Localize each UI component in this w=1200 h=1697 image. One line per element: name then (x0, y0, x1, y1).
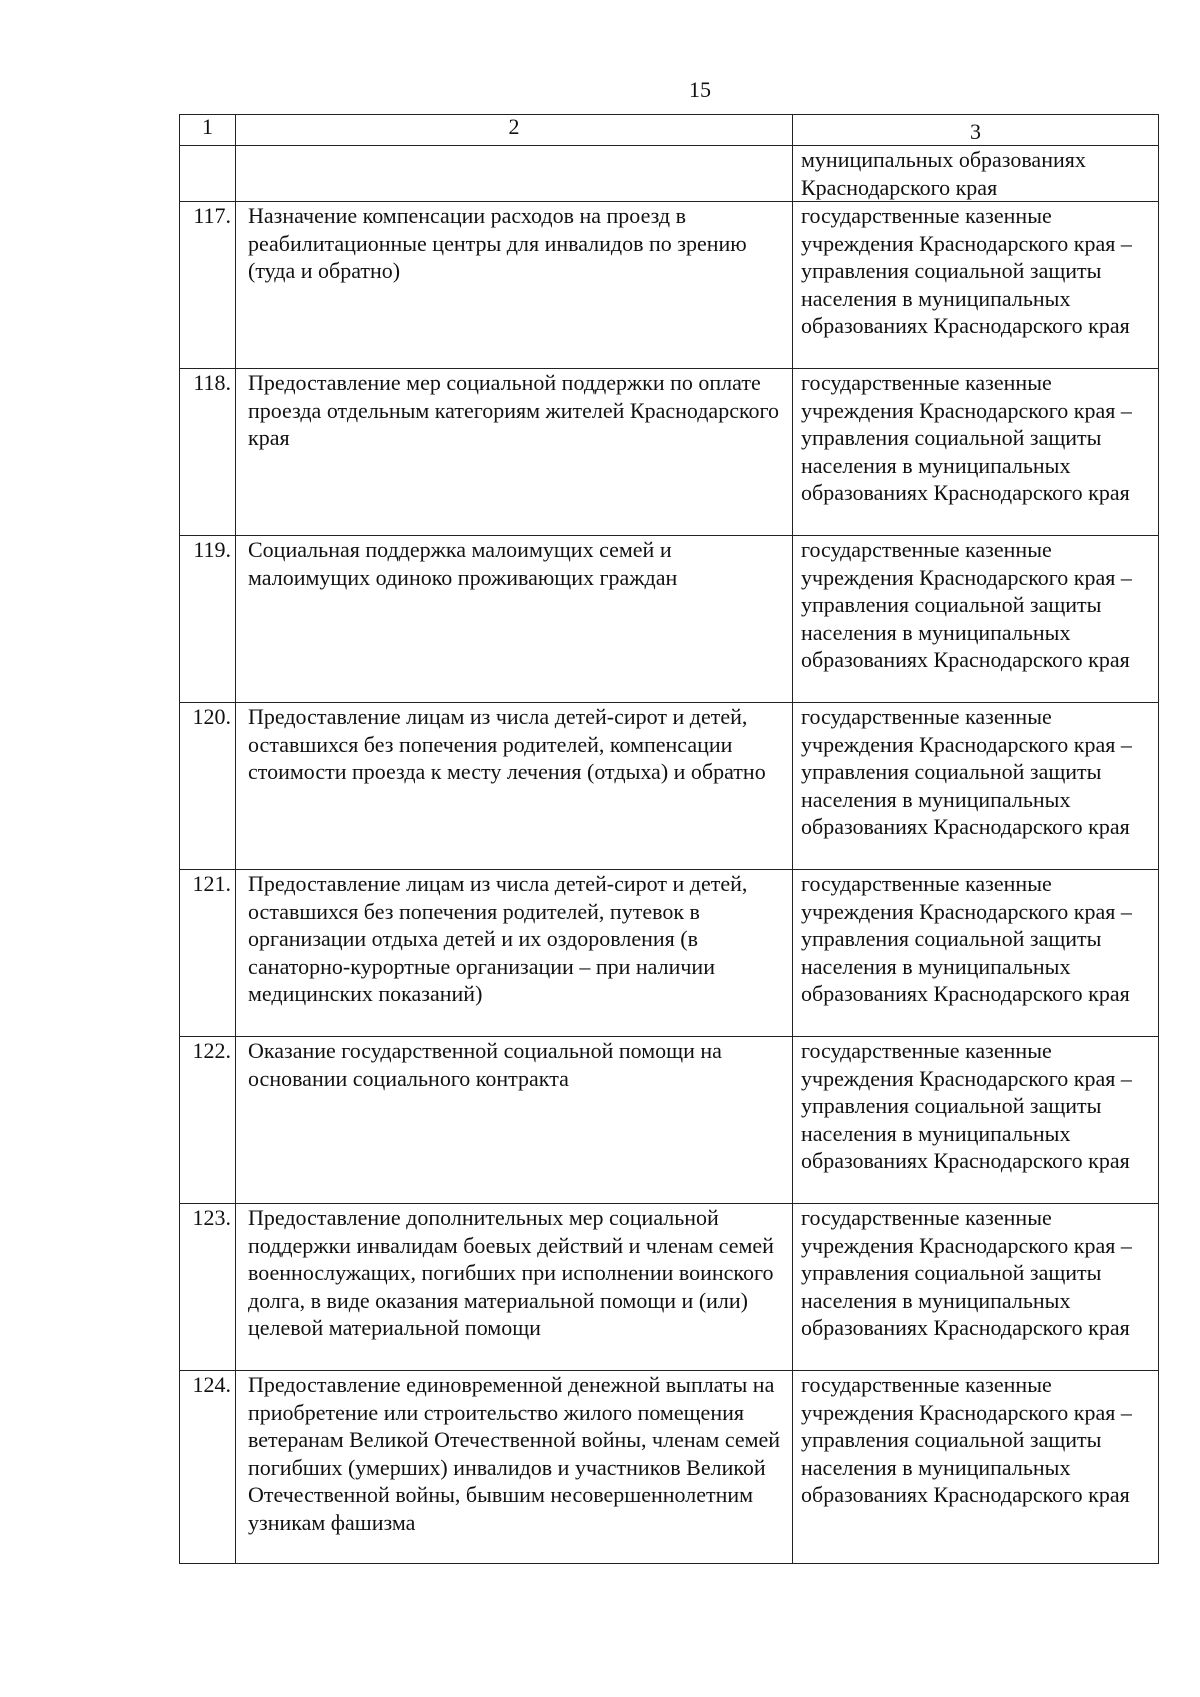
service-name (236, 146, 793, 202)
service-name: Предоставление лицам из числа детей-сирот и детей, оставшихся без попечения родителей, компенсации стоимости проезда к месту лечения (отдыха) и обратно (236, 703, 793, 870)
responsible-agency: государственные казенные учреждения Краснодарского края – управления социальной защиты населения в муниципальных образованиях Краснодарского края (793, 1204, 1159, 1371)
table-row (180, 1371, 1159, 1564)
responsible-agency: государственные казенные учреждения Краснодарского края – управления социальной защиты населения в муниципальных образованиях Краснодарского края (793, 703, 1159, 870)
table-row (180, 369, 1159, 536)
service-name: Предоставление лицам из числа детей-сирот и детей, оставшихся без попечения родителей, путевок в организации отдыха детей и их оздоровления (в санаторно-курортные организации – при наличии медицинских показаний) (236, 870, 793, 1037)
responsible-agency: государственные казенные учреждения Краснодарского края – управления социальной защиты населения в муниципальных образованиях Краснодарского края (793, 1371, 1159, 1564)
table-row (180, 202, 1159, 369)
table-header-row (180, 115, 1159, 146)
table-row (180, 1037, 1159, 1204)
service-name: Предоставление мер социальной поддержки по оплате проезда отдельным категориям жителей Краснодарского края (236, 369, 793, 536)
responsible-agency: государственные казенные учреждения Краснодарского края – управления социальной защиты населения в муниципальных образованиях Краснодарского края (793, 870, 1159, 1037)
column-header-agency: 3 (793, 115, 1159, 146)
row-number: 123. (180, 1204, 236, 1371)
table-row (180, 1204, 1159, 1371)
row-number: 124. (180, 1371, 236, 1564)
responsible-agency: государственные казенные учреждения Краснодарского края – управления социальной защиты населения в муниципальных образованиях Краснодарского края (793, 202, 1159, 369)
service-name: Назначение компенсации расходов на проезд в реабилитационные центры для инвалидов по зрению (туда и обратно) (236, 202, 793, 369)
service-name: Оказание государственной социальной помощи на основании социального контракта (236, 1037, 793, 1204)
row-number: 122. (180, 1037, 236, 1204)
service-name: Социальная поддержка малоимущих семей и малоимущих одиноко проживающих граждан (236, 536, 793, 703)
responsible-agency: государственные казенные учреждения Краснодарского края – управления социальной защиты населения в муниципальных образованиях Краснодарского края (793, 1037, 1159, 1204)
responsible-agency: государственные казенные учреждения Краснодарского края – управления социальной защиты населения в муниципальных образованиях Краснодарского края (793, 369, 1159, 536)
row-number (180, 146, 236, 202)
responsible-agency: муниципальных образованиях Краснодарского края (793, 146, 1159, 202)
service-name: Предоставление единовременной денежной выплаты на приобретение или строительство жилого помещения ветеранам Великой Отечественной войны, членам семей погибших (умерших) инвалидов и участников Великой Отечественной войны, бывшим несовершеннолетним узникам фашизма (236, 1371, 793, 1564)
row-number: 120. (180, 703, 236, 870)
page-number: 15 (689, 77, 711, 102)
service-name: Предоставление дополнительных мер социальной поддержки инвалидам боевых действий и членам семей военнослужащих, погибших при исполнении воинского долга, в виде оказания материальной помощи и (или) целевой материальной помощи (236, 1204, 793, 1371)
row-number: 118. (180, 369, 236, 536)
table-row-continuation (180, 146, 1159, 202)
row-number: 117. (180, 202, 236, 369)
table-row (180, 703, 1159, 870)
table-row (180, 870, 1159, 1037)
column-header-service: 2 (236, 115, 793, 146)
column-header-number: 1 (180, 115, 236, 146)
table-row (180, 536, 1159, 703)
services-table (179, 114, 1159, 1564)
responsible-agency: государственные казенные учреждения Краснодарского края – управления социальной защиты населения в муниципальных образованиях Краснодарского края (793, 536, 1159, 703)
row-number: 121. (180, 870, 236, 1037)
row-number: 119. (180, 536, 236, 703)
